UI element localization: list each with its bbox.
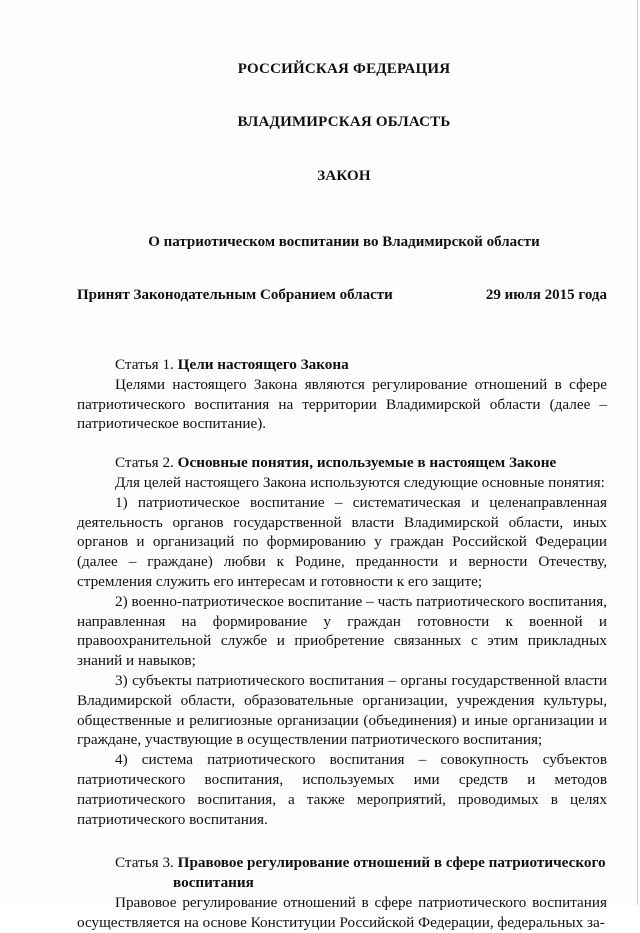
article-2-item-3: 3) субъекты патриотического воспитания – органы государственной власти Владимирской области, образовательные организации, учреждения культуры, общественные и религиозные организации (объединения) и иные организации и граждане, участвующие в осуществлении патриотического воспитания; (77, 671, 607, 749)
header-region: ВЛАДИМИРСКАЯ ОБЛАСТЬ (237, 114, 451, 130)
article-3-heading (77, 853, 607, 893)
adopted-date: 29 июля 2015 года (485, 287, 607, 303)
page-edge (637, 0, 638, 905)
article-2-item-1: 1) патриотическое воспитание – систематическая и целенаправленная деятельность органов государственной власти Владимирской области, иных органов и организаций по формированию у граждан Российской Федерации (далее – граждане) любви к Родине, преданности и верности Отечеству, стремления служить его интересам и готовности к его защите; (77, 493, 607, 590)
law-body (77, 355, 607, 933)
article-3-text: Правовое регулирование отношений в сфере патриотического воспитания осуществляется на основе Конституции Российской Федерации, федеральных за- (77, 893, 607, 931)
article-2-heading (77, 453, 607, 473)
article-3-number: Статья 3. (115, 854, 174, 872)
law-title: О патриотическом воспитании во Владимирской области (148, 234, 540, 250)
article-1-text: Целями настоящего Закона являются регулирование отношений в сфере патриотического воспитания на территории Владимирской области (далее – патриотическое воспитание). (77, 375, 607, 433)
adopted-by: Принят Законодательным Собранием области (77, 287, 393, 303)
header-country: РОССИЙСКАЯ ФЕДЕРАЦИЯ (237, 61, 451, 77)
article-1-heading (77, 355, 607, 375)
article-3-name-line2: воспитания (173, 874, 254, 892)
article-2-item-2: 2) военно-патриотическое воспитание – часть патриотического воспитания, направленная на формирование у граждан готовности к военной и правоохранительной службе и приобретение связанных с этим прикладных знаний и навыков; (77, 592, 607, 670)
article-2-item-4: 4) система патриотического воспитания – совокупность субъектов патриотического воспитания, используемых ими средств и методов патриотического воспитания, а также мероприятий, проводимых в целях патриотического воспитания. (77, 751, 607, 828)
article-1-number: Статья 1. (115, 356, 174, 373)
article-2-intro: Для целей настоящего Закона используются следующие основные понятия: (115, 473, 605, 491)
header-doc-type: ЗАКОН (317, 168, 371, 184)
article-2-name: Основные понятия, используемые в настоящем Законе (177, 454, 557, 472)
adoption-line (77, 287, 607, 304)
article-3-name-line1: Правовое регулирование отношений в сфере патриотического (177, 854, 606, 872)
article-1-name: Цели настоящего Закона (177, 356, 349, 373)
article-2-number: Статья 2. (115, 454, 174, 472)
